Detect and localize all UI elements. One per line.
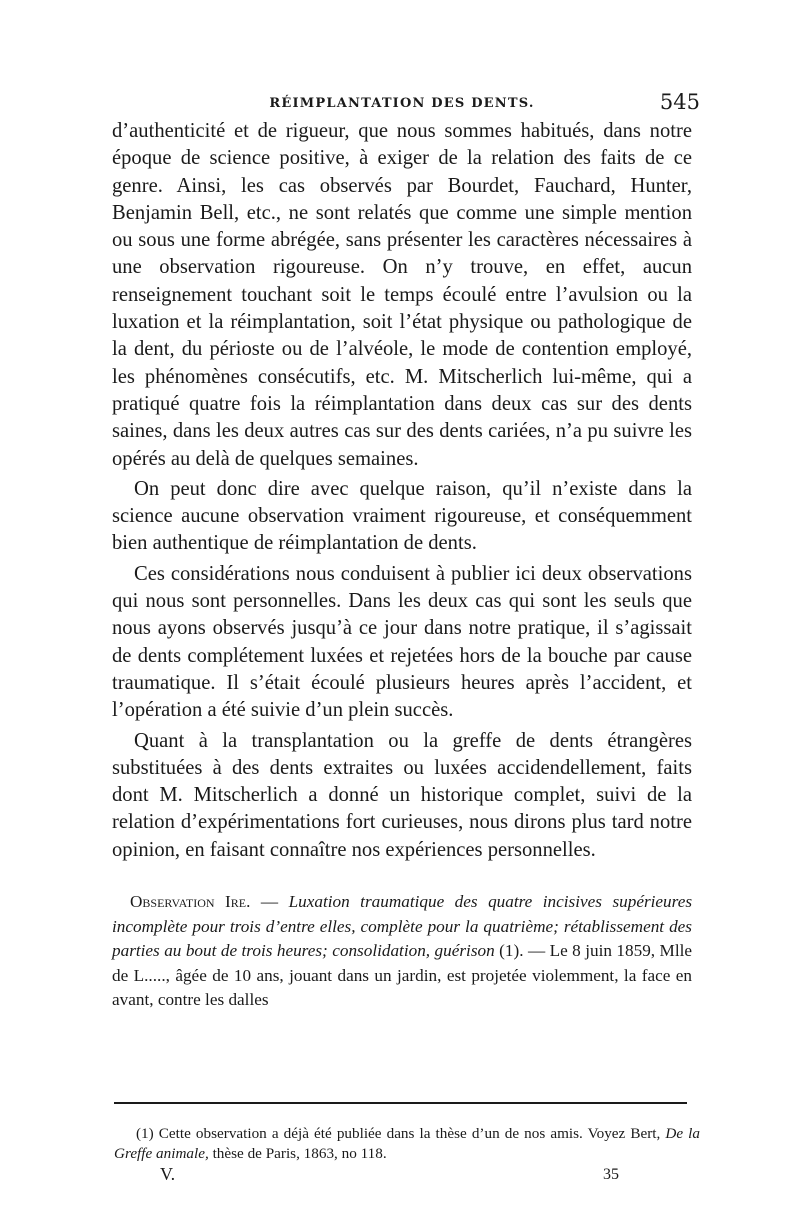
paragraph-1: d’authenticité et de rigueur, que nous sommes habitués, dans notre époque de science positive, à exiger de la relation des faits de ce genre. Ainsi, les cas observés par Bourdet, Fauchard, Hunter, Benjamin Bell, etc., ne sont relatés que comme une simple mention ou sous une forme abrégée, sans présenter les caractères nécessaires à une observation rigoureuse. On n’y trouve, en effet, aucun renseignement touchant soit le temps écoulé entre l’avulsion ou la luxation et la réimplantation, soit l’état physique ou pathologique de la dent, du périoste ou de l’alvéole, le mode de contention employé, les phénomènes consécutifs, etc. M. Mitscherlich lui-même, qui a pratiqué quatre fois la réimplantation dans deux cas sur des dents saines, dans les deux autres cas sur des dents cariées, n’a pu suivre les opérés au delà de quelques semaines. xyxy=(112,120,692,470)
observation-heading: Observation Ire. xyxy=(130,892,251,912)
page-number: 545 xyxy=(659,90,700,114)
footnote-text-after: thèse de Paris, 1863, no 118. xyxy=(208,1145,387,1162)
running-title: RÉIMPLANTATION DES DENTS. xyxy=(269,96,535,111)
signature-mark: V. xyxy=(160,1164,176,1184)
folio-mark: 35 xyxy=(603,1166,619,1183)
book-page xyxy=(112,88,700,1013)
body-text xyxy=(112,118,692,864)
footnote-divider xyxy=(114,1102,687,1104)
footnote-marker: (1) xyxy=(136,1125,154,1142)
footnote-italic-title: De la Greffe animale, xyxy=(114,1125,700,1162)
observation-dash: — xyxy=(250,892,289,912)
running-head xyxy=(112,88,700,118)
paragraph-4: Quant à la transplantation ou la greffe de dents étrangères substituées à des dents extraites ou luxées accidendellement, faits dont M. Mitscherlich a donné un historique complet, suivi de la relation d’expérimentations fort curieuses, nous dirons plus tard notre opinion, en faisant connaître nos expériences personnelles. xyxy=(112,729,692,861)
paragraph-3: Ces considérations nous conduisent à publier ici deux observations qui nous sont personnelles. Dans les deux cas qui sont les seuls que nous ayons observés jusqu’à ce jour dans notre pratique, il s’agissait de dents complétement luxées et rejetées hors de la bouche par cause traumatique. Il s’était écoulé plusieurs heures après l’accident, et l’opération a été suivie d’un plein succès. xyxy=(112,562,692,722)
observation-note-ref: (1). xyxy=(494,941,524,961)
footnote xyxy=(114,1124,700,1164)
observation-text: — Le 8 juin 1859, Mlle de L....., âgée de 10 ans, jouant dans un jardin, est projetée violemment, la face en avant, contre les dalles xyxy=(112,941,692,1010)
footnote-text-before: Cette observation a déjà été publiée dans la thèse d’un de nos amis. Voyez Bert, xyxy=(153,1125,666,1142)
observation-paragraph xyxy=(112,890,692,1013)
observation-title: Luxation traumatique des quatre incisives supérieures incomplète pour trois d’entre elles, complète pour la quatrième; rétablissement des parties au bout de trois heures; consolidation, guérison xyxy=(112,892,693,961)
paragraph-2: On peut donc dire avec quelque raison, qu’il n’existe dans la science aucune observation vraiment rigoureuse, et conséquemment bien authentique de réimplantation de dents. xyxy=(112,477,692,555)
